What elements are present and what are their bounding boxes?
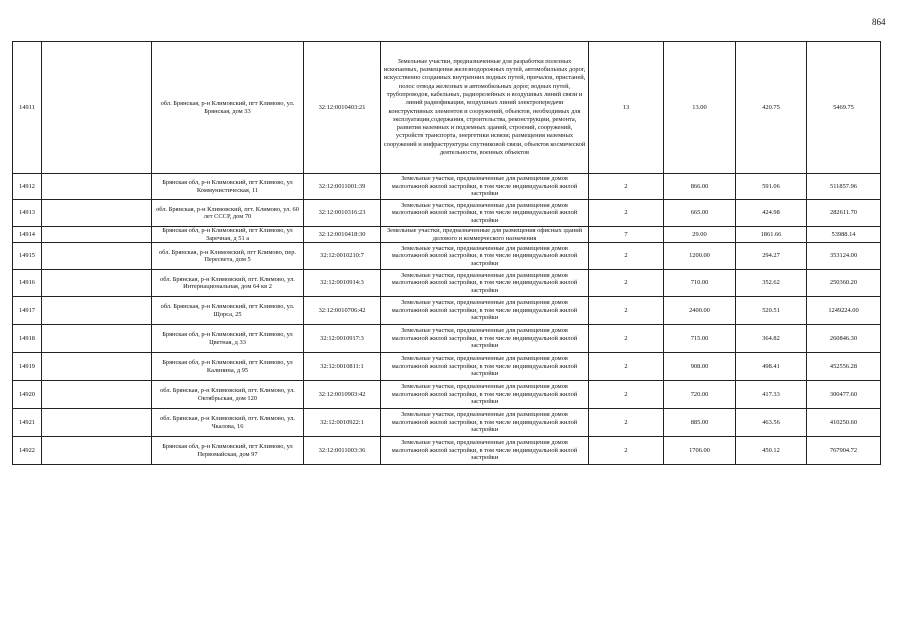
rate-cell: 498.41 — [736, 353, 807, 381]
cadastral-value-cell: 282611.70 — [807, 200, 881, 227]
use-code-cell: 2 — [589, 353, 664, 381]
cadastral-number-cell: 32:12:0010917:3 — [304, 325, 381, 353]
blank-cell — [42, 297, 152, 325]
cadastral-value-cell: 5469.75 — [807, 42, 881, 174]
address-cell: обл. Брянская, р-н Климовский, пгт. Климово, ул. 60 лет СССР, дом 70 — [152, 200, 304, 227]
land-registry-table — [12, 41, 881, 465]
row-id: 14915 — [13, 243, 42, 270]
row-id: 14913 — [13, 200, 42, 227]
cadastral-number-cell: 32:12:0010210:7 — [304, 243, 381, 270]
use-code-cell: 2 — [589, 297, 664, 325]
use-code-cell: 2 — [589, 270, 664, 297]
table-row — [13, 227, 881, 243]
area-cell: 13.00 — [664, 42, 736, 174]
use-code-cell: 2 — [589, 174, 664, 200]
cadastral-value-cell: 410250.60 — [807, 409, 881, 437]
blank-cell — [42, 353, 152, 381]
cadastral-value-cell: 1249224.00 — [807, 297, 881, 325]
row-id: 14917 — [13, 297, 42, 325]
blank-cell — [42, 200, 152, 227]
use-code-cell: 2 — [589, 243, 664, 270]
use-code-cell: 7 — [589, 227, 664, 243]
address-cell: Брянская обл, р-н Климовский, пгт Климово, ул Заречная, д 51 а — [152, 227, 304, 243]
page-number: 864 — [872, 17, 886, 27]
rate-cell: 352.62 — [736, 270, 807, 297]
area-cell: 2400.00 — [664, 297, 736, 325]
rate-cell: 424.98 — [736, 200, 807, 227]
cadastral-value-cell: 452556.28 — [807, 353, 881, 381]
area-cell: 665.00 — [664, 200, 736, 227]
row-id: 14921 — [13, 409, 42, 437]
table-row — [13, 437, 881, 465]
address-cell: обл. Брянская, р-н Климовский, пгт Климово, ул. Щорса, 25 — [152, 297, 304, 325]
use-code-cell: 2 — [589, 437, 664, 465]
table-row — [13, 381, 881, 409]
area-cell: 1200.00 — [664, 243, 736, 270]
cadastral-number-cell: 32:12:0010903:42 — [304, 381, 381, 409]
rate-cell: 591.06 — [736, 174, 807, 200]
rate-cell: 1861.66 — [736, 227, 807, 243]
table-row — [13, 409, 881, 437]
row-id: 14914 — [13, 227, 42, 243]
cadastral-number-cell: 32:12:0011003:36 — [304, 437, 381, 465]
cadastral-number-cell: 32:12:0010922:1 — [304, 409, 381, 437]
area-cell: 908.00 — [664, 353, 736, 381]
row-id: 14922 — [13, 437, 42, 465]
address-cell: обл. Брянская, р-н Климовский, пгт. Климово, ул. Чкалова, 16 — [152, 409, 304, 437]
address-cell: Брянская обл, р-н Климовский, пгт Климово, ул Калинина, д 95 — [152, 353, 304, 381]
cadastral-number-cell: 32:12:0011001:39 — [304, 174, 381, 200]
address-cell: обл. Брянская, р-н Климовский, пгт Климово, пер. Пересвета, дом 5 — [152, 243, 304, 270]
table-row — [13, 270, 881, 297]
land-use-cell: Земельные участки, предназначенные для размещения домов малоэтажной жилой застройки, в том числе индивидуальной жилой застройки — [381, 200, 589, 227]
area-cell: 720.00 — [664, 381, 736, 409]
table-row — [13, 325, 881, 353]
land-use-cell: Земельные участки, предназначенные для размещения домов малоэтажной жилой застройки, в том числе индивидуальной жилой застройки — [381, 174, 589, 200]
cadastral-value-cell: 511857.96 — [807, 174, 881, 200]
address-cell: обл. Брянская, р-н Климовский, пгт Климово, ул. Брянская, дом 33 — [152, 42, 304, 174]
use-code-cell: 2 — [589, 409, 664, 437]
land-use-cell: Земельные участки, предназначенные для размещения домов малоэтажной жилой застройки, в том числе индивидуальной жилой застройки — [381, 437, 589, 465]
cadastral-value-cell: 260846.30 — [807, 325, 881, 353]
rate-cell: 420.75 — [736, 42, 807, 174]
area-cell: 715.00 — [664, 325, 736, 353]
use-code-cell: 2 — [589, 325, 664, 353]
cadastral-number-cell: 32:12:0010706:42 — [304, 297, 381, 325]
cadastral-number-cell: 32:12:0010914:3 — [304, 270, 381, 297]
rate-cell: 364.82 — [736, 325, 807, 353]
cadastral-value-cell: 353124.00 — [807, 243, 881, 270]
cadastral-number-cell: 32:12:0010811:1 — [304, 353, 381, 381]
cadastral-value-cell: 300477.60 — [807, 381, 881, 409]
land-use-cell: Земельные участки, предназначенные для размещения домов малоэтажной жилой застройки, в том числе индивидуальной жилой застройки — [381, 381, 589, 409]
row-id: 14912 — [13, 174, 42, 200]
row-id: 14911 — [13, 42, 42, 174]
land-use-cell: Земельные участки, предназначенные для разработки полезных ископаемых, размещения железнодорожных путей, автомобильных дорог, искусственно созданных внутренних водных путей, причалов, пристаней, полос отвода железных и автомобильных дорог, водных путей, трубопроводов, кабельных, радиорелейных и воздушных линий связи и линий радиофикации, воздушных линий электропередачи конструктивных элементов и сооружений, объектов, необходимых для эксплуатации,содержания, строительства, реконструкции, ремонта, развития наземных и подземных зданий, строений, сооружений, устройств транспорта, энергетики исвязи; размещения наземных сооружений и инфраструктуры спутниковой связи, объектов космической деятельности, военных объектов — [381, 42, 589, 174]
blank-cell — [42, 325, 152, 353]
rate-cell: 520.51 — [736, 297, 807, 325]
row-id: 14916 — [13, 270, 42, 297]
land-use-cell: Земельные участки, предназначенные для размещения домов малоэтажной жилой застройки, в том числе индивидуальной жилой застройки — [381, 409, 589, 437]
table-row — [13, 353, 881, 381]
address-cell: обл. Брянская, р-н Климовский, пгт. Климово, ул. Интернациональная, дом 64 кв 2 — [152, 270, 304, 297]
row-id: 14920 — [13, 381, 42, 409]
use-code-cell: 13 — [589, 42, 664, 174]
use-code-cell: 2 — [589, 200, 664, 227]
table-row — [13, 297, 881, 325]
address-cell: Брянская обл, р-н Климовский, пгт Климово, ул Цветная, д 33 — [152, 325, 304, 353]
area-cell: 710.00 — [664, 270, 736, 297]
land-use-cell: Земельные участки, предназначенные для размещения домов малоэтажной жилой застройки, в том числе индивидуальной жилой застройки — [381, 270, 589, 297]
area-cell: 1706.00 — [664, 437, 736, 465]
blank-cell — [42, 42, 152, 174]
rate-cell: 450.12 — [736, 437, 807, 465]
row-id: 14918 — [13, 325, 42, 353]
blank-cell — [42, 243, 152, 270]
land-use-cell: Земельные участки, предназначенные для размещения домов малоэтажной жилой застройки, в том числе индивидуальной жилой застройки — [381, 297, 589, 325]
address-cell: Брянская обл, р-н Климовский, пгт Климово, ул Коммунистическая, 11 — [152, 174, 304, 200]
rate-cell: 294.27 — [736, 243, 807, 270]
cadastral-number-cell: 32:12:0010418:30 — [304, 227, 381, 243]
blank-cell — [42, 174, 152, 200]
cadastral-value-cell: 250360.20 — [807, 270, 881, 297]
table-row — [13, 200, 881, 227]
rate-cell: 417.33 — [736, 381, 807, 409]
land-use-cell: Земельные участки, предназначенные для размещения домов малоэтажной жилой застройки, в том числе индивидуальной жилой застройки — [381, 325, 589, 353]
row-id: 14919 — [13, 353, 42, 381]
use-code-cell: 2 — [589, 381, 664, 409]
land-use-cell: Земельные участки, предназначенные для размещения офисных зданий делового и коммерческого назначения — [381, 227, 589, 243]
table-row — [13, 243, 881, 270]
land-use-cell: Земельные участки, предназначенные для размещения домов малоэтажной жилой застройки, в том числе индивидуальной жилой застройки — [381, 243, 589, 270]
address-cell: обл. Брянская, р-н Климовский, пгт. Климово, ул. Октябрьская, дом 120 — [152, 381, 304, 409]
area-cell: 29.00 — [664, 227, 736, 243]
rate-cell: 463.56 — [736, 409, 807, 437]
blank-cell — [42, 227, 152, 243]
cadastral-number-cell: 32:12:0010316:23 — [304, 200, 381, 227]
blank-cell — [42, 381, 152, 409]
area-cell: 866.00 — [664, 174, 736, 200]
table-row — [13, 42, 881, 174]
blank-cell — [42, 270, 152, 297]
land-use-cell: Земельные участки, предназначенные для размещения домов малоэтажной жилой застройки, в том числе индивидуальной жилой застройки — [381, 353, 589, 381]
blank-cell — [42, 437, 152, 465]
blank-cell — [42, 409, 152, 437]
address-cell: Брянская обл, р-н Климовский, пгт Климово, ул Первомайская, дом 97 — [152, 437, 304, 465]
cadastral-number-cell: 32:12:0010403:21 — [304, 42, 381, 174]
cadastral-value-cell: 53988.14 — [807, 227, 881, 243]
cadastral-value-cell: 767904.72 — [807, 437, 881, 465]
table-row — [13, 174, 881, 200]
area-cell: 885.00 — [664, 409, 736, 437]
